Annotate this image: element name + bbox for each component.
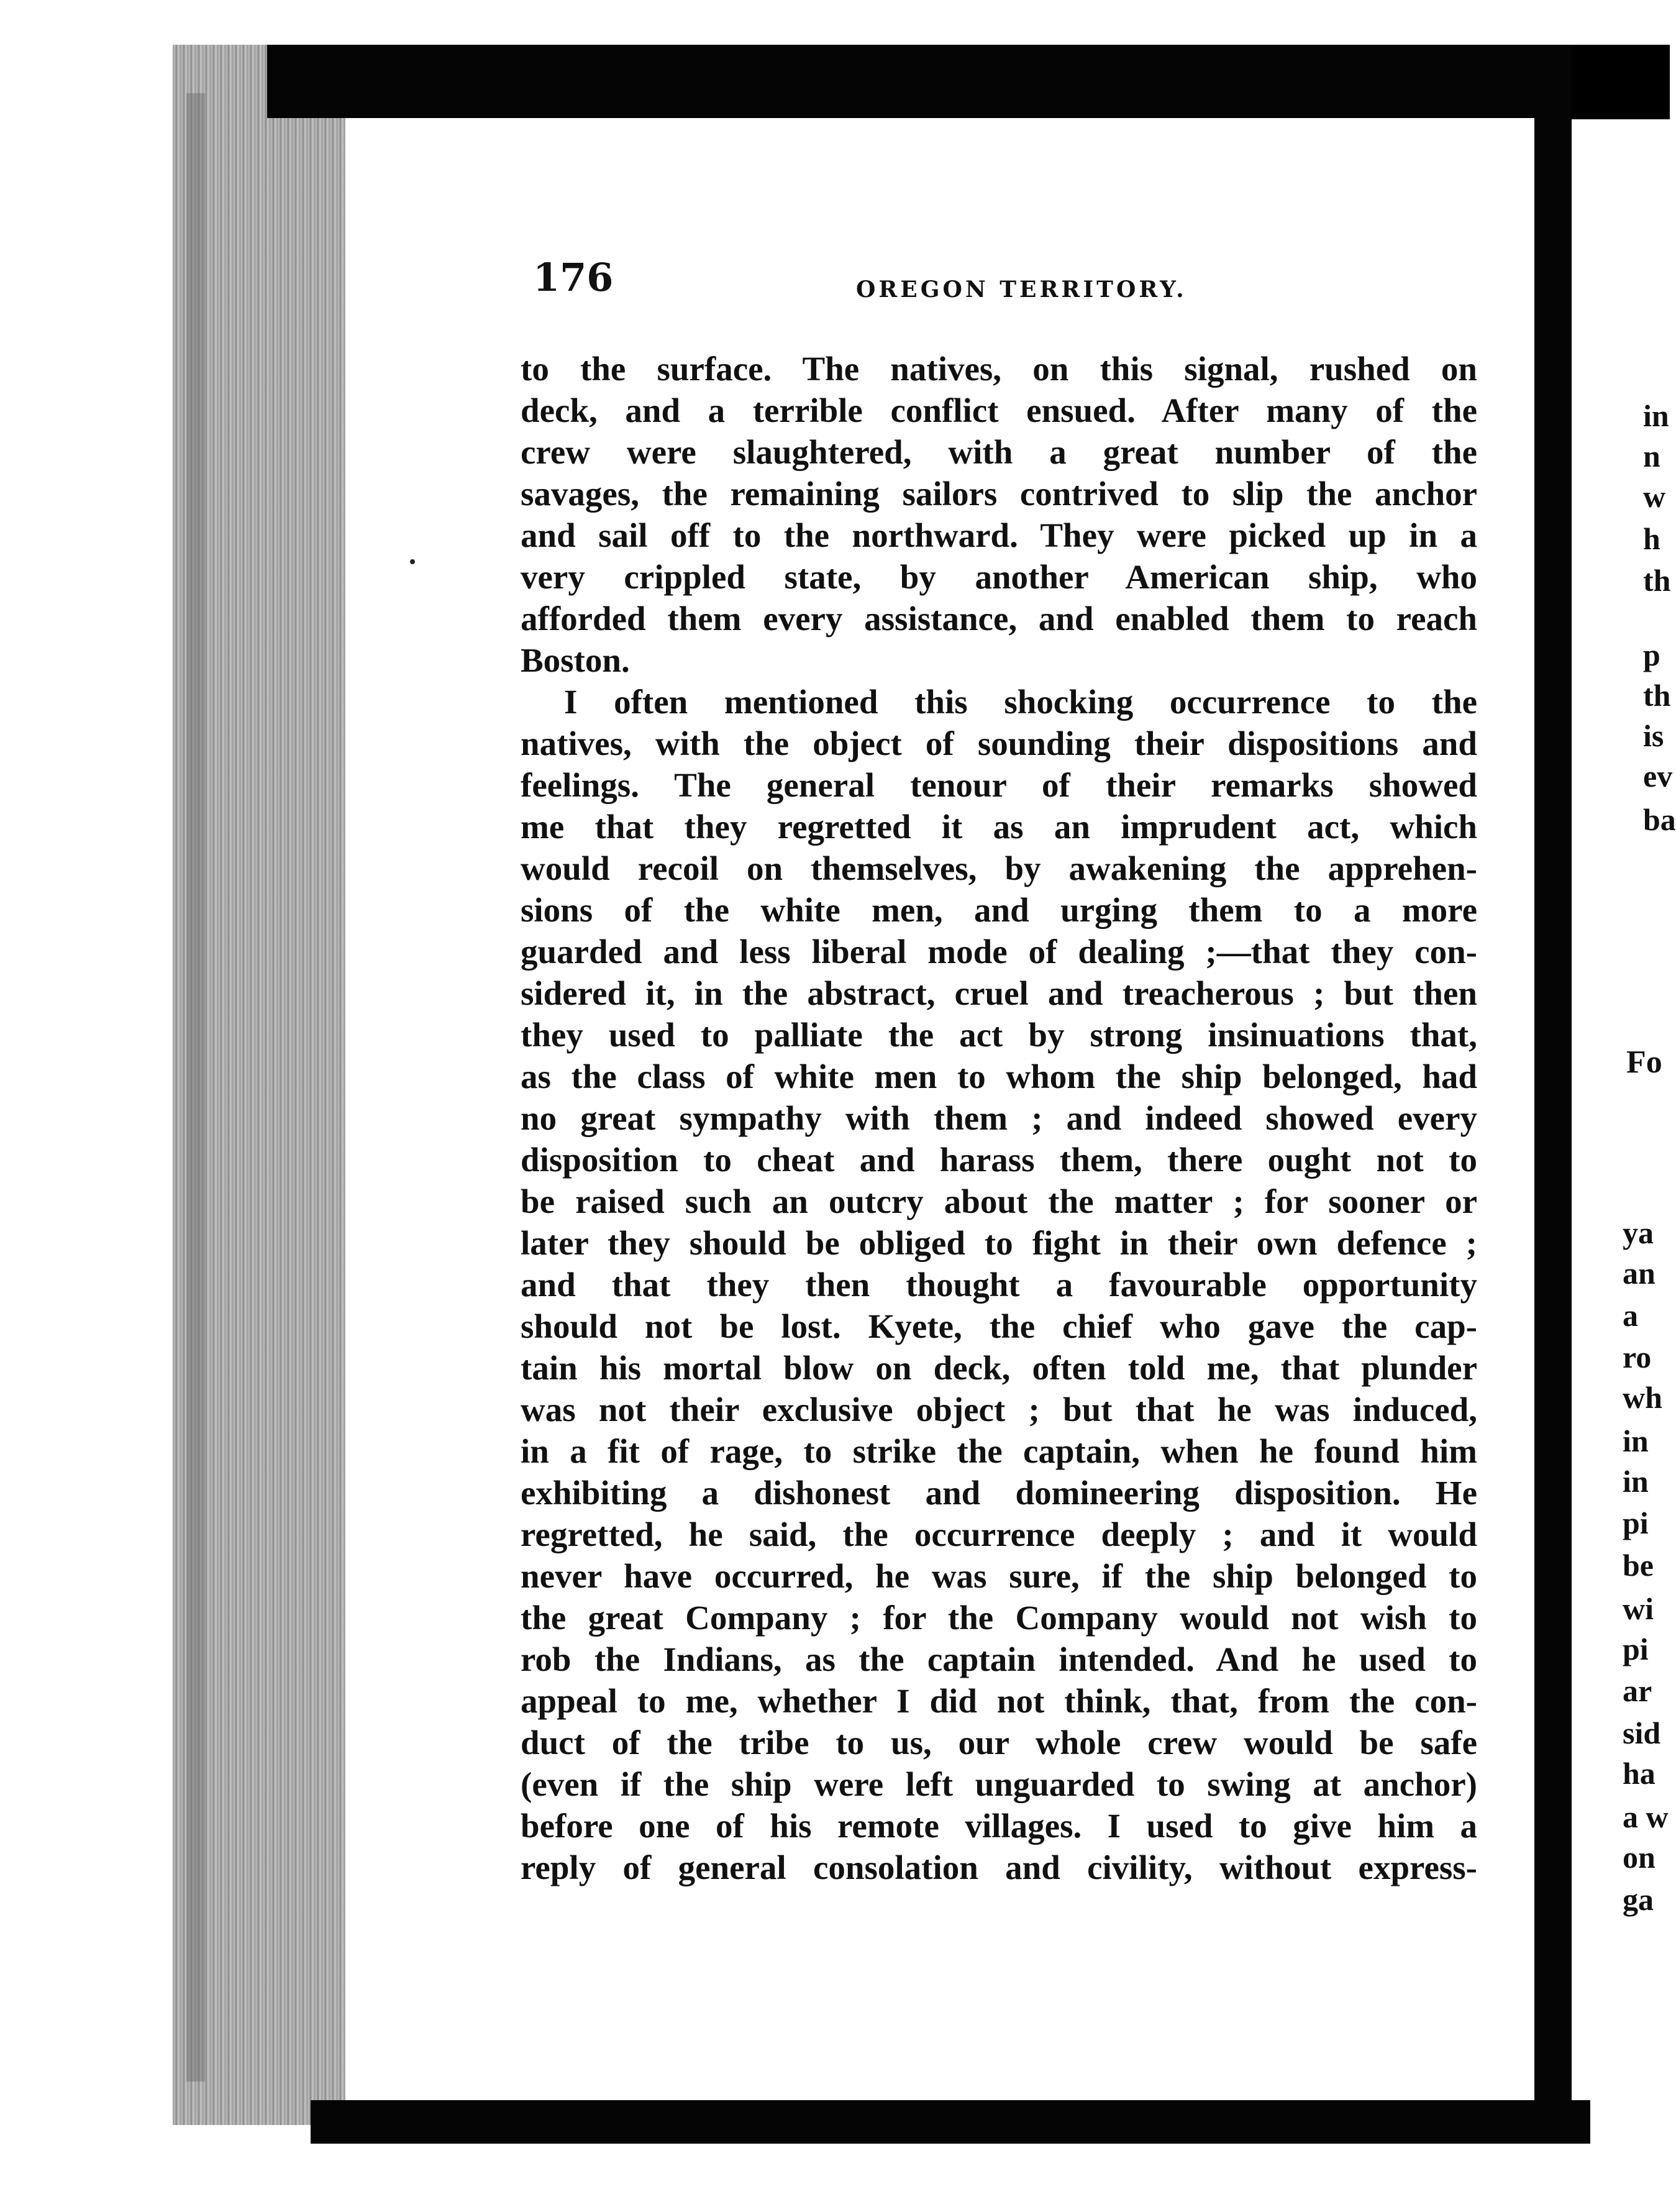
facing-page-fragment: pi bbox=[1623, 1506, 1649, 1540]
facing-page-fragment: th bbox=[1643, 563, 1671, 598]
text-line: deck, and a terrible conflict ensued. After many of the bbox=[521, 391, 1477, 429]
facing-page-fragment: ev bbox=[1643, 759, 1673, 793]
page-body-text bbox=[521, 348, 1477, 1888]
facing-page-fragment: th bbox=[1643, 678, 1671, 713]
text-line: later they should be obliged to fight in their own defence ; bbox=[521, 1224, 1477, 1262]
book-gutter bbox=[1534, 93, 1572, 2109]
facing-page-fragment: is bbox=[1643, 718, 1664, 753]
text-line: to the surface. The natives, on this signal, rushed on bbox=[521, 350, 1477, 388]
facing-page-fragment: sid bbox=[1623, 1716, 1661, 1750]
text-line: as the class of white men to whom the ship belonged, had bbox=[521, 1058, 1477, 1095]
text-line: sidered it, in the abstract, cruel and treacherous ; but then bbox=[521, 974, 1477, 1012]
facing-page-fragment: in bbox=[1623, 1424, 1649, 1458]
text-line: feelings. The general tenour of their remarks showed bbox=[521, 766, 1477, 804]
text-line: appeal to me, whether I did not think, that, from the con- bbox=[521, 1682, 1477, 1720]
facing-page-heading: Fo bbox=[1626, 1044, 1662, 1080]
text-line: exhibiting a dishonest and domineering disposition. He bbox=[521, 1474, 1477, 1512]
text-line: me that they regretted it as an imprudent act, which bbox=[521, 808, 1477, 846]
page-number: 176 bbox=[533, 255, 614, 300]
scan-border-bottom bbox=[311, 2100, 1590, 2144]
text-line: guarded and less liberal mode of dealing ;—that they con- bbox=[521, 933, 1477, 971]
facing-page-fragment: w bbox=[1643, 479, 1666, 514]
text-line: duct of the tribe to us, our whole crew would be safe bbox=[521, 1724, 1477, 1762]
facing-page-fragment: n bbox=[1643, 439, 1660, 473]
text-line: very crippled state, by another American ship, who bbox=[521, 558, 1477, 596]
facing-page-fragment: a bbox=[1623, 1298, 1638, 1333]
text-line: Boston. bbox=[521, 641, 630, 679]
facing-page-fragment: ya bbox=[1623, 1215, 1654, 1250]
text-line: no great sympathy with them ; and indeed showed every bbox=[521, 1099, 1477, 1137]
text-line: disposition to cheat and harass them, there ought not to bbox=[521, 1141, 1477, 1179]
text-line: be raised such an outcry about the matter ; for sooner or bbox=[521, 1182, 1477, 1220]
text-line: crew were slaughtered, with a great number of the bbox=[521, 433, 1477, 471]
facing-page-fragment: ar bbox=[1623, 1673, 1652, 1708]
text-line: (even if the ship were left unguarded to swing at anchor) bbox=[521, 1765, 1477, 1803]
text-line: never have occurred, he was sure, if the ship belonged to bbox=[521, 1557, 1477, 1595]
running-head: OREGON TERRITORY. bbox=[856, 276, 1187, 303]
facing-page-fragment: ga bbox=[1623, 1882, 1654, 1917]
text-line: was not their exclusive object ; but that he was induced, bbox=[521, 1391, 1477, 1428]
facing-page-fragment: on bbox=[1623, 1840, 1656, 1875]
facing-page-fragment: p bbox=[1643, 638, 1660, 672]
scan-border-top bbox=[267, 45, 1596, 118]
text-line: should not be lost. Kyete, the chief who gave the cap- bbox=[521, 1307, 1477, 1345]
text-line: rob the Indians, as the captain intended. And he used to bbox=[521, 1640, 1477, 1678]
text-line: I often mentioned this shocking occurrence to the bbox=[564, 683, 1477, 721]
page-edge-shadow bbox=[186, 93, 205, 2082]
facing-page-fragment: pi bbox=[1623, 1632, 1649, 1666]
facing-page-fragment: wi bbox=[1623, 1591, 1654, 1626]
text-line: in a fit of rage, to strike the captain, when he found him bbox=[521, 1432, 1477, 1470]
facing-page-fragment: in bbox=[1623, 1464, 1649, 1499]
text-line: sions of the white men, and urging them to a more bbox=[521, 891, 1477, 929]
facing-page-fragment: be bbox=[1623, 1548, 1654, 1583]
ink-speck bbox=[410, 559, 415, 564]
text-line: the great Company ; for the Company would not wish to bbox=[521, 1599, 1477, 1637]
facing-page-fragment: an bbox=[1623, 1256, 1656, 1291]
facing-page-fragment: h bbox=[1643, 521, 1660, 556]
facing-page-fragment: ro bbox=[1623, 1340, 1652, 1374]
text-line: would recoil on themselves, by awakening the apprehen- bbox=[521, 849, 1477, 887]
facing-page-fragment: wh bbox=[1623, 1380, 1662, 1415]
facing-page-fragment: ha bbox=[1623, 1756, 1656, 1791]
text-line: and sail off to the northward. They were picked up in a bbox=[521, 516, 1477, 554]
text-line: tain his mortal blow on deck, often told me, that plunder bbox=[521, 1349, 1477, 1387]
facing-page-fragment: ba bbox=[1643, 802, 1676, 837]
text-line: afforded them every assistance, and enabled them to reach bbox=[521, 600, 1477, 638]
text-line: regretted, he said, the occurrence deeply ; and it would bbox=[521, 1515, 1477, 1553]
text-line: they used to palliate the act by strong insinuations that, bbox=[521, 1016, 1477, 1054]
facing-page-fragment: in bbox=[1643, 398, 1669, 433]
text-line: savages, the remaining sailors contrived to slip the anchor bbox=[521, 475, 1477, 513]
facing-page-fragment: a w bbox=[1623, 1799, 1669, 1834]
text-line: reply of general consolation and civility, without express- bbox=[521, 1849, 1477, 1886]
text-line: before one of his remote villages. I used to give him a bbox=[521, 1807, 1477, 1845]
text-line: and that they then thought a favourable opportunity bbox=[521, 1266, 1477, 1304]
text-line: natives, with the object of sounding their dispositions and bbox=[521, 724, 1477, 762]
scan-border-corner bbox=[1572, 45, 1670, 119]
